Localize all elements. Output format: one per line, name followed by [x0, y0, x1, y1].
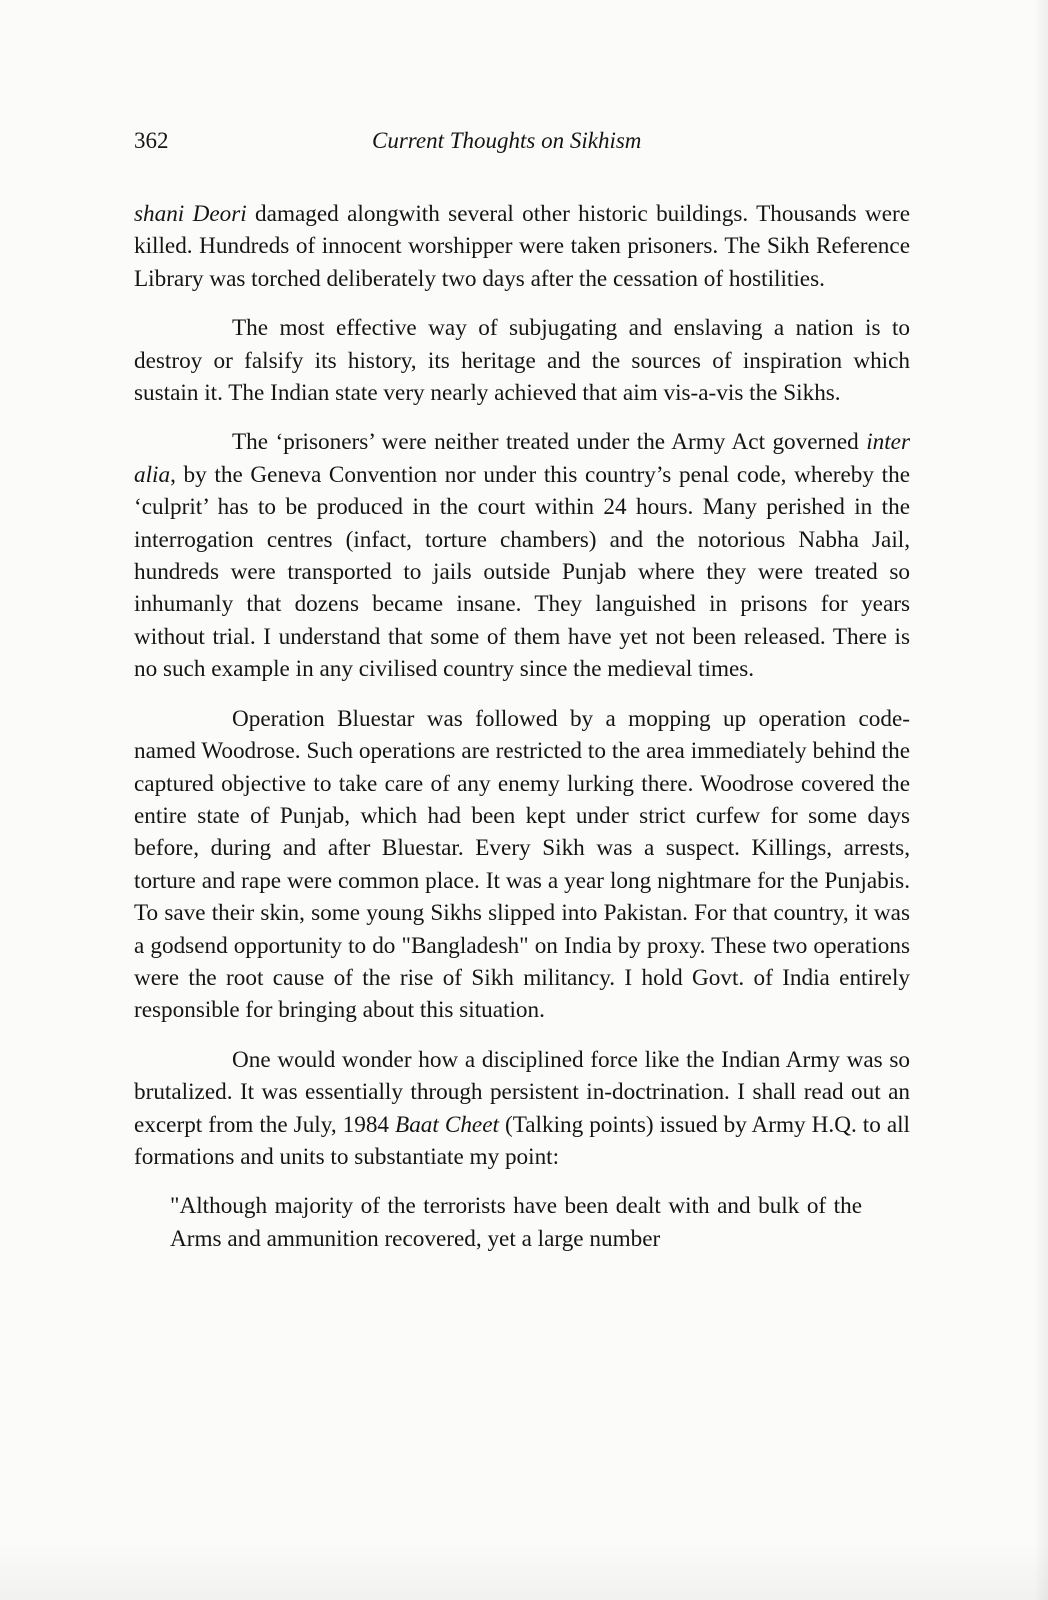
- paragraph-3-text-after: , by the Geneva Convention nor under this country’s penal code, whereby the ‘culprit’ has to be produced in the court within 24 hours. Many perished in the interrogation centres (infact, torture chambers) and the notorious Nabha Jail, hundreds were transported to jails outside Punjab where they were treated so inhumanly that dozens became insane. They languished in prisons for years without trial. I understand that some of them have yet not been released. There is no such example in any civilised country since the medieval times.: [134, 461, 910, 683]
- paragraph-5: [134, 1044, 910, 1174]
- scan-bottom-shadow: [0, 1540, 1048, 1600]
- paragraph-1: [134, 198, 910, 295]
- paragraph-3-text-before: The ‘prisoners’ were neither treated under the Army Act governed: [232, 429, 867, 456]
- paragraph-4: [134, 703, 910, 1027]
- paragraph-1-text: damaged alongwith several other historic buildings. Thousands were killed. Hundreds of innocent worshipper were taken prisoners. The Sikh Reference Library was torched deliberately two days after the cessation of hostilities.: [134, 201, 910, 292]
- paragraph-2: [134, 312, 910, 409]
- paragraph-5-italic: Baat Cheet: [395, 1111, 499, 1138]
- page-number: 362: [134, 128, 169, 153]
- paragraph-4-text: Operation Bluestar was followed by a mopping up operation code-named Woodrose. Such operations are restricted to the area immediately behind the captured objective to take care of any enemy lurking there. Woodrose covered the entire state of Punjab, which had been kept under strict curfew for some days before, during and after Bluestar. Every Sikh was a suspect. Killings, arrests, torture and rape were common place. It was a year long nightmare for the Punjabis. To save their skin, some young Sikhs slipped into Pakistan. For that country, it was a godsend opportunity to do "Bangladesh" on India by proxy. These two operations were the root cause of the rise of Sikh militancy. I hold Govt. of India entirely responsible for bringing about this situation.: [134, 705, 910, 1024]
- paragraph-5-text-after: (Talking points) issued by Army H.Q. to all formations and units to substantiate my point:: [134, 1111, 910, 1170]
- paragraph-1-italic-lead: shani Deori: [134, 201, 247, 227]
- paragraph-3: [134, 426, 910, 685]
- paragraph-5-text-before: One would wonder how a disciplined force like the Indian Army was so brutalized. It was essentially through persistent in-doctrination. I shall read out an excerpt from the July, 1984: [134, 1046, 910, 1138]
- page-body: [134, 198, 910, 1272]
- block-quote: [170, 1190, 862, 1255]
- block-quote-text: "Although majority of the terrorists have been dealt with and bulk of the Arms and ammunition recovered, yet a large number: [170, 1193, 862, 1252]
- page-header: [134, 128, 914, 164]
- running-title: Current Thoughts on Sikhism: [372, 128, 642, 153]
- paragraph-3-italic: inter alia: [134, 429, 910, 488]
- paragraph-2-text: The most effective way of subjugating and enslaving a nation is to destroy or falsify its history, its heritage and the sources of inspiration which sustain it. The Indian state very nearly achieved that aim vis-a-vis the Sikhs.: [134, 315, 910, 407]
- scan-edge-shadow: [1034, 0, 1048, 1600]
